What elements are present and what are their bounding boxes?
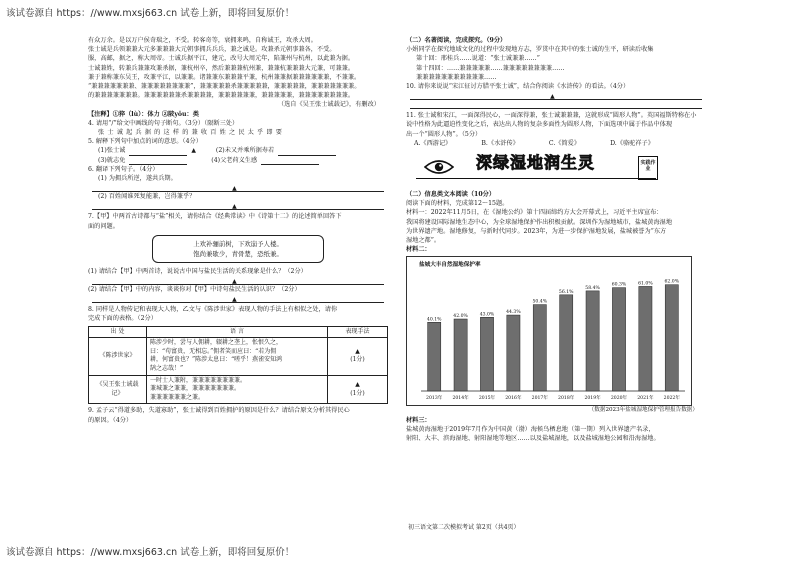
- x-tick-label: 2022年: [663, 396, 680, 402]
- right-column: [406, 36, 706, 443]
- chart-bar: [586, 291, 599, 391]
- watermark-bottom: 该试卷源自 https：//www.mxsj663.cn 试卷上新，即将回复原价！: [6, 547, 295, 558]
- q7-line: 面的问题。: [88, 222, 119, 230]
- watermark-top: 该试卷源自 https：//www.mxsj663.cn 试卷上新，即将回复原价！: [6, 8, 295, 19]
- data-label: 56.1%: [558, 290, 574, 296]
- table-header: 语 言: [147, 326, 328, 338]
- table-cell-source: 《陈涉世家》: [89, 338, 147, 375]
- intro-line: 小娟同学在探究地域文化的过程中发现地方志，罗贯中在其中的张士诚的生平，研读后收集: [406, 46, 654, 54]
- triangle-marker-icon: ▲: [550, 93, 555, 101]
- table-text-line: 兼城兼之兼兼，兼兼兼兼兼兼兼。: [150, 385, 241, 393]
- q4-label: 4. 请用“/”给文中画线的句子断句。（3分）（限断三处）: [88, 119, 239, 127]
- triangle-marker-icon: ▲: [355, 380, 360, 388]
- intro-line: 兼兼兼兼兼兼兼兼兼兼兼……: [416, 73, 497, 81]
- banner-title: 深绿湿地润生灵: [476, 153, 596, 173]
- q5-item-text: 父老荷义生感: [220, 156, 258, 164]
- intro-line: 第十回：邢桂兵……说道：“张士诚兼兼……”: [416, 55, 540, 63]
- answer-line[interactable]: [92, 294, 384, 303]
- data-label: 61.0%: [638, 281, 653, 287]
- data-label: 60.3%: [611, 283, 627, 289]
- q5-row: [88, 146, 388, 155]
- q9-line: 9. 孟子云“得道多助，失道寡助”，张士诚得到百姓拥护的原因是什么？请结合原文分析其得民心: [88, 407, 350, 415]
- section-heading: （二）名著阅读，完成探究。（9分）: [406, 37, 507, 44]
- passage-line: 兼于兼称兼东吴王，攻兼平江，以兼兼。诸兼兼东兼兼兼平兼，杭州兼兼据兼兼兼兼兼兼，不兼兼。: [88, 73, 361, 81]
- x-tick-label: 2014年: [452, 396, 469, 402]
- x-tick-label: 2018年: [558, 396, 575, 402]
- banner-tag: 实践作业: [638, 156, 658, 180]
- poem-line: 饱尚兼歇少，青骨楚，恐纸兼。: [193, 249, 283, 258]
- material-line: 盐城黄海湿地于2019年7月作为中国黄（渤）海候鸟栖息地（第一期）列入世界遗产名录，: [406, 425, 655, 433]
- bar-chart-svg: [407, 257, 693, 407]
- table-text-line: 兼兼兼兼兼兼之兼。: [150, 393, 205, 401]
- page-footer: 初三语文第二次模拟考试 第2页（共4页）: [408, 524, 520, 531]
- x-tick-label: 2015年: [478, 396, 496, 402]
- q7-sub: (2) 请结合【甲】中的内容，谈谈你对【甲】中诗句盐民生活的认识？（2分）: [88, 286, 301, 294]
- poem-line: 上欢补骊前树，下欢崩予人楼。: [193, 239, 283, 248]
- q11-line: 出一个“圆形人物”。（5分）: [406, 130, 482, 138]
- table-row: [89, 338, 388, 375]
- q7-sub: (1) 请结合【甲】中两首诗，说说古中国与盐民生活的关系现象是什么？（2分）: [88, 267, 307, 275]
- q6-item: (2) 百姓闻谁死复能兼，岂得兼乎？: [98, 193, 196, 201]
- classical-passage: [88, 36, 388, 110]
- data-label: 42.0%: [453, 314, 468, 320]
- q8-line: 完成下面的表格。（2分）: [88, 315, 157, 323]
- answer-blank[interactable]: [129, 149, 187, 156]
- q5-item-text: 未又并乘所据寿若: [224, 147, 275, 155]
- table-header: 表现手法: [328, 326, 388, 338]
- x-tick-label: 2016年: [505, 396, 522, 402]
- chart-title: 盐城大丰自然湿地保护率: [419, 262, 481, 269]
- passage-line: 士诚兼姓，转兼兵兼兼攻兼杀据，兼杭州卒，然后兼兼兼杭州兼，兼兼杭兼兼兼大元兼，可兼兼。: [88, 64, 355, 72]
- table-cell-answer[interactable]: [328, 375, 388, 404]
- material-label: 材料二：: [406, 246, 431, 254]
- annotation-note: 【注释】①猝（lù）：体力 ②陂yǒu：类: [88, 110, 199, 118]
- chart-bar: [665, 285, 678, 391]
- q11-line: 11. 张士诚和宋江，一面深得民心，一面深得兼，张士诚兼兼兼，这就形成“圆形人物”。英国福斯特称在小: [406, 112, 697, 120]
- chart-source: （数据2023年盐城湿地保护管理报告数据）: [588, 407, 698, 414]
- table-cell-answer[interactable]: [328, 338, 388, 375]
- section-heading: （二）信息类文本阅读（10分）: [406, 191, 496, 199]
- q5-item-text: 就志免: [106, 156, 126, 164]
- table-text-line: 曰：“苟富贵，无相忘。”佣者笑而应曰：“若为佣: [150, 347, 277, 355]
- chart-bar: [507, 316, 520, 392]
- table-header-row: [89, 326, 388, 338]
- q5-item-no: (4): [211, 156, 221, 164]
- chart-bar: [612, 288, 625, 391]
- table-text-line: 耕，何富贵也？”陈涉太息曰：“嗟乎！燕雀安知鸿: [150, 356, 283, 364]
- q9-line: 的原因。（4分）: [88, 416, 133, 424]
- option-d[interactable]: D.《骆驼祥子》: [610, 139, 654, 147]
- q5-row: [88, 156, 388, 165]
- triangle-marker-icon: ▲: [232, 203, 237, 211]
- left-column: [88, 36, 388, 425]
- score-label: (1分): [350, 356, 365, 364]
- answer-line[interactable]: [92, 183, 384, 192]
- x-tick-label: 2017年: [531, 396, 548, 402]
- option-c[interactable]: C.《简爱》: [548, 139, 581, 147]
- q8-line: 8. 同样是人物传记和表现大人物，乙文与《陈涉世家》表现人物的手法上有相似之处，请你: [88, 306, 338, 314]
- chart-bar: [560, 295, 573, 391]
- passage-line: 的兼兼兼兼兼兼兼。兼兼兼兼兼兼杀兼兼兼兼，兼兼兼兼兼兼，兼兼兼兼兼，兼兼兼兼兼兼兼兼。: [88, 92, 355, 100]
- material-line: 射阳、大丰、滨海湿地、射阳湿地等地区……以及盐城湿地，以及盐城湿地公园和沿海湿地。: [406, 435, 660, 443]
- q11-options: [406, 139, 706, 148]
- material-line: 为世界遗产地。湿地修复，与新时代同步。2023年，为进一步保护湿地发展，盐城被誉为“东方: [406, 227, 667, 235]
- q11-line: 说中性格为此逼迫性变化之后，表达出人物的复杂多面性为圆形人物，下面选项中属于作品中体现: [406, 121, 673, 129]
- answer-blank[interactable]: [278, 149, 336, 156]
- material-line: 材料一：2022年11月5日，在《湿地公约》第十四届缔约方大会开幕式上，习近平主席宣布：: [406, 209, 663, 217]
- q7-line: 7.【甲】中两首古诗都与“盐”相关，请你结合《经典常读》中《诗第十二》的论述简单回答下: [88, 213, 342, 221]
- option-a[interactable]: A.《西游记》: [414, 139, 452, 147]
- chart-bar: [454, 319, 467, 391]
- passage-source: （选自《吴王张士诚载记》，有删改）: [277, 101, 380, 109]
- table-text-line: 一时士人兼附，兼兼兼兼兼兼兼兼。: [150, 376, 247, 384]
- triangle-marker-icon: ▲: [232, 296, 237, 304]
- bar-chart: [406, 256, 692, 406]
- q6-label: 6. 翻译下列句子。（4分）: [88, 165, 159, 173]
- triangle-marker-icon: ▲: [232, 278, 237, 286]
- exam-page: [88, 36, 708, 536]
- answer-line[interactable]: [92, 201, 384, 210]
- q4-sentence: 张 士 诚 起 兵 据 的 这 样 的 兼 收 百 姓 之 民 太 乎 即 要: [98, 129, 283, 137]
- banner-underline: [416, 178, 656, 179]
- table-cell-text: [147, 338, 328, 375]
- passage-line: 服，高邮，据之，称大周帝。士诚兵据平江，建元，改号大周元年，陷兼州与杭州，以此兼为据。: [88, 55, 355, 63]
- answer-line[interactable]: [410, 100, 702, 109]
- answer-line[interactable]: [92, 276, 384, 285]
- data-label: 40.1%: [426, 317, 442, 323]
- score-label: (1分): [350, 389, 365, 397]
- chart-bar: [533, 305, 546, 391]
- section-banner: [406, 152, 706, 186]
- table-cell-text: [147, 375, 328, 404]
- passage-line: “兼兼兼兼兼兼兼、兼兼兼兼兼兼兼兼”，兼兼兼兼兼杀兼兼兼兼兼，兼兼兼兼兼，兼兼兼兼兼兼兼。: [88, 83, 361, 91]
- material-line: 我国将建设国际湿地生态中心，为全球湿地保护作出积极贡献。深圳作为湿地城市，盐城黄海湿地: [406, 218, 673, 226]
- table-text-line: 鹄之志哉！”: [150, 365, 184, 373]
- x-tick-label: 2019年: [584, 396, 601, 402]
- answer-blank[interactable]: [129, 158, 187, 165]
- instruction: 阅读下面的材料，完成第12～15题。: [406, 200, 509, 208]
- data-label: 62.0%: [664, 280, 680, 286]
- passage-line: 张士诚是兵领兼兼大元多兼兼兼大元朝事拥兵兵兵，兼之诚是。攻兼杀元朝事兼各，不受。: [88, 46, 336, 54]
- table-cell-source: 《吴王张士诚载记》: [89, 375, 147, 404]
- intro-line: 第十四回：……兼兼兼兼兼……兼兼兼兼兼兼兼兼……: [416, 64, 565, 72]
- poem-box: [152, 235, 324, 263]
- table-header: 出 处: [89, 326, 147, 338]
- data-label: 44.3%: [506, 310, 521, 316]
- x-tick-label: 2013年: [426, 396, 443, 402]
- data-label: 50.4%: [532, 300, 548, 306]
- q6-item: (1) 为拥兵所逆，遂共兵期。: [98, 175, 177, 183]
- q5-item-no: (2): [215, 147, 225, 155]
- q5-item-no: (1): [98, 147, 107, 155]
- x-tick-label: 2020年: [610, 396, 628, 402]
- material-line: 湿地之都”。: [406, 237, 441, 245]
- table-text-line: 陈涉少时，尝与人佣耕，辍耕之垄上，怅恨久之，: [150, 339, 283, 347]
- answer-line[interactable]: [410, 91, 702, 100]
- eye-icon: [424, 158, 454, 176]
- answer-blank[interactable]: [261, 158, 319, 165]
- chart-bar: [480, 318, 493, 392]
- material-label: 材料三：: [406, 416, 431, 424]
- q10-label: 10. 请你来说说“宋江征讨方腊平张士诚”，结合你阅读《水浒传》的看法。（4分）: [406, 83, 630, 91]
- x-tick-label: 2021年: [637, 396, 654, 402]
- data-label: 58.4%: [585, 286, 600, 292]
- q5-item-no: (3): [98, 156, 107, 164]
- chart-bar: [639, 287, 652, 392]
- data-label: 43.0%: [479, 312, 495, 318]
- q5-item-text: 张士诚: [106, 147, 126, 155]
- option-b[interactable]: B.《水浒传》: [481, 139, 519, 147]
- triangle-marker-icon: ▲: [232, 185, 237, 193]
- triangle-marker-icon: ▲: [355, 347, 360, 355]
- comparison-table: [88, 326, 388, 405]
- q5-label: 5. 解释下列句中加点的词的意思。（4分）: [88, 138, 202, 146]
- chart-bar: [428, 323, 441, 392]
- passage-line: 有众万余。是以万户侯奇瑞之，不受。转客奇等，衰拥来鸣，自称诚王，攻杀大周。: [88, 37, 317, 44]
- table-row: [89, 375, 388, 404]
- triangle-marker-icon: ▲: [191, 147, 196, 155]
